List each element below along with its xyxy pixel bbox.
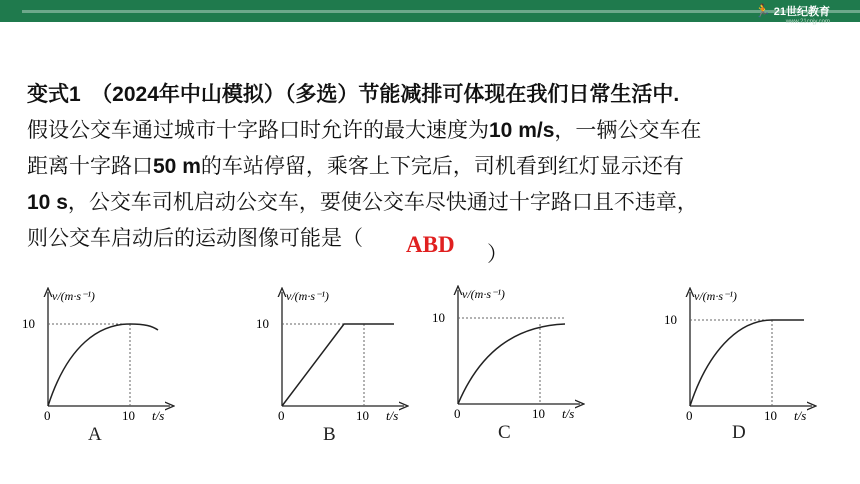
x-tick-10: 10 xyxy=(356,408,369,423)
y-axis-label: v/(m·s⁻¹) xyxy=(462,287,505,301)
text-segment: 则公交车启动后的运动图像可能是（ xyxy=(27,226,363,250)
logo-url: www.21cnjy.com xyxy=(785,19,830,25)
graph-d-label: D xyxy=(732,422,746,443)
velocity-curve xyxy=(282,324,394,406)
graph-a xyxy=(20,284,200,428)
close-paren: ） xyxy=(487,242,508,266)
text-segment: ，一辆公交车在 xyxy=(554,118,702,142)
x-tick-10: 10 xyxy=(532,406,545,421)
x-axis-label: t/s xyxy=(562,406,575,421)
text-segment: 假设公交车通过城市十字路口时允许的最大速度为 xyxy=(27,118,489,142)
logo-text: 21世纪教育 xyxy=(773,6,830,18)
y-tick-10: 10 xyxy=(22,316,35,331)
runner-icon: 🏃 xyxy=(754,3,771,18)
y-axis-label: v/(m·s⁻¹) xyxy=(52,289,95,303)
velocity-curve xyxy=(458,324,565,404)
question-line-4 xyxy=(27,184,847,220)
x-axis-label: t/s xyxy=(152,408,165,423)
y-axis-label: v/(m·s⁻¹) xyxy=(286,289,329,303)
velocity-curve xyxy=(48,324,158,406)
header-bar xyxy=(0,0,860,25)
answer-text: ABD xyxy=(406,232,455,257)
question-line-2 xyxy=(27,112,847,148)
x-tick-0: 0 xyxy=(44,408,51,423)
text-segment: 距离十字路口 xyxy=(27,154,153,178)
graph-b-label: B xyxy=(323,424,336,445)
x-tick-0: 0 xyxy=(686,408,693,423)
graph-c-label: C xyxy=(498,422,511,443)
header-accent-stripe xyxy=(22,10,860,13)
question-line-3 xyxy=(27,148,847,184)
x-tick-0: 0 xyxy=(278,408,285,423)
x-tick-0: 0 xyxy=(454,406,461,421)
variant-label: 变式1 xyxy=(27,83,81,106)
y-axis-label: v/(m·s⁻¹) xyxy=(694,289,737,303)
graph-c xyxy=(430,282,610,426)
text-segment: 的车站停留，乘客上下完后，司机看到红灯显示还有 xyxy=(200,154,684,178)
x-tick-10: 10 xyxy=(764,408,777,423)
graph-a-label: A xyxy=(88,424,102,445)
y-tick-10: 10 xyxy=(256,316,269,331)
time-value: 10 s xyxy=(27,191,68,214)
text-segment: ，公交车司机启动公交车，要使公交车尽快通过十字路口且不违章， xyxy=(67,190,698,214)
question-line-1 xyxy=(27,76,847,112)
velocity-curve xyxy=(690,320,804,406)
site-logo[interactable] xyxy=(754,3,830,25)
question-source: （2024年中山模拟）（多选）节能减排可体现在我们日常生活中. xyxy=(80,83,680,106)
x-axis-label: t/s xyxy=(794,408,807,423)
x-tick-10: 10 xyxy=(122,408,135,423)
question-text xyxy=(27,76,847,256)
distance-value: 50 m xyxy=(153,155,201,178)
y-tick-10: 10 xyxy=(664,312,677,327)
max-speed-value: 10 m/s xyxy=(489,119,555,142)
graph-b xyxy=(254,284,434,428)
x-axis-label: t/s xyxy=(386,408,399,423)
graph-d xyxy=(662,284,842,428)
y-tick-10: 10 xyxy=(432,310,445,325)
